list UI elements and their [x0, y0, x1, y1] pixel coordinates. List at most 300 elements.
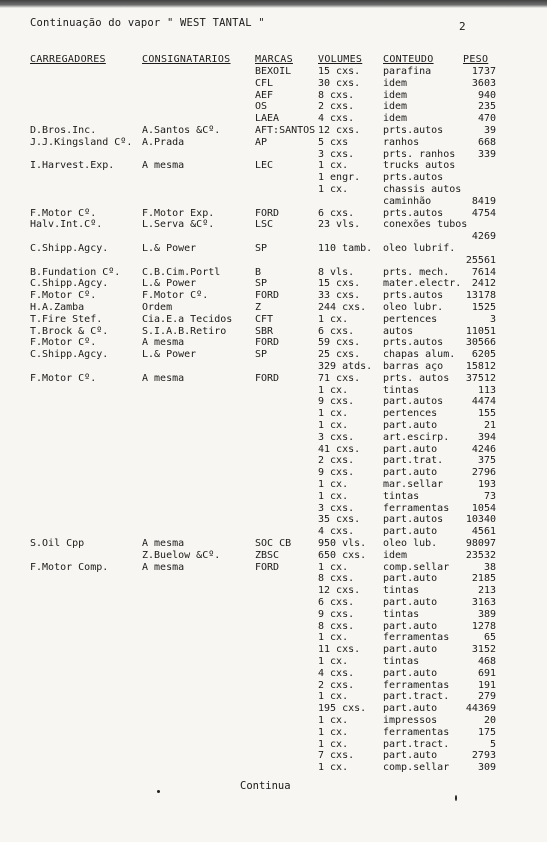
cell-volumes: 1 cx. [318, 184, 349, 195]
cell-peso: 113 [477, 384, 496, 396]
cell-conteudo: barras aço [383, 361, 444, 372]
cell-consignatarios: A mesma [142, 372, 185, 384]
table-row [0, 585, 547, 597]
table-row [0, 703, 547, 715]
cell-carregadores: F.Motor Cº. [30, 290, 97, 302]
cell-volumes: 110 tamb. [318, 243, 373, 254]
cell-volumes: 1 cx. [318, 738, 349, 750]
cell-conteudo: idem [383, 77, 408, 89]
cell-peso: 25561 [465, 254, 496, 266]
cell-consignatarios: A mesma [142, 160, 185, 172]
cell-volumes: 11 cxs. [318, 644, 361, 656]
table-row [0, 243, 547, 255]
cell-marcas: FORD [255, 337, 280, 349]
table-row [0, 656, 547, 668]
cell-marcas: AEF [255, 89, 274, 101]
cell-marcas: B [255, 266, 262, 278]
column-header-marcas: MARCAS [255, 54, 293, 65]
cell-peso: 38 [483, 561, 496, 573]
cell-conteudo: oleo lubr. [383, 302, 444, 313]
cell-volumes: 4 cxs. [318, 113, 355, 125]
cell-conteudo: part.auto [383, 644, 438, 656]
cell-peso: 309 [477, 762, 496, 774]
cell-volumes: 15 cxs. [318, 66, 361, 77]
cell-marcas: ZBSC [255, 549, 280, 561]
cell-volumes: 1 cx. [318, 726, 349, 738]
cell-carregadores: H.A.Zamba [30, 302, 85, 313]
table-row [0, 302, 547, 314]
cell-volumes: 1 cx. [318, 408, 349, 420]
table-row [0, 113, 547, 125]
table-row [0, 644, 547, 656]
cell-peso: 98097 [465, 538, 496, 549]
cell-conteudo: ferramentas [383, 679, 450, 691]
cell-conteudo: idem [383, 549, 408, 561]
cell-conteudo: trucks autos [383, 160, 456, 172]
cell-conteudo: part.auto [383, 750, 438, 762]
table-row [0, 385, 547, 397]
table-row [0, 66, 547, 78]
cell-marcas: SBR [255, 325, 274, 337]
cell-marcas: OS [255, 101, 268, 113]
cell-conteudo: tintas [383, 585, 420, 597]
table-row [0, 444, 547, 456]
cell-volumes: 1 cx. [318, 384, 349, 396]
cell-carregadores: F.Motor Cº. [30, 207, 97, 219]
cell-peso: 4561 [471, 526, 496, 538]
cell-volumes: 1 cx. [318, 420, 349, 431]
cell-conteudo: pertences [383, 408, 438, 420]
cell-peso: 468 [477, 656, 496, 667]
cell-volumes: 2 cxs. [318, 455, 355, 467]
cell-volumes: 1 engr. [318, 172, 361, 184]
scan-edge-shadow [0, 0, 547, 8]
cell-marcas: LEC [255, 160, 274, 172]
cell-consignatarios: A mesma [142, 538, 185, 549]
table-row [0, 739, 547, 751]
cell-peso: 8419 [471, 195, 496, 207]
scan-speck [455, 795, 457, 801]
cell-consignatarios: L.& Power [142, 278, 197, 290]
column-header-peso: PESO [463, 54, 489, 65]
cell-carregadores: C.Shipp.Agcy. [30, 243, 109, 254]
column-header-consignatarios: CONSIGNATARIOS [142, 54, 231, 65]
table-row [0, 680, 547, 692]
cell-volumes: 7 cxs. [318, 750, 355, 762]
cell-peso: 235 [477, 101, 496, 113]
cell-peso: 44369 [465, 703, 496, 715]
cell-volumes: 1 cx. [318, 561, 349, 573]
table-row [0, 219, 547, 231]
table-row [0, 479, 547, 491]
cell-consignatarios: L.& Power [142, 243, 197, 254]
cell-conteudo: chapas alum. [383, 349, 456, 361]
cell-peso: 3152 [471, 644, 496, 656]
cell-volumes: 8 cxs. [318, 573, 355, 585]
cell-conteudo: ferramentas [383, 502, 450, 514]
cell-consignatarios: L.& Power [142, 349, 197, 361]
cell-conteudo: part.auto [383, 467, 438, 479]
cell-conteudo: chassis autos [383, 184, 462, 195]
cell-consignatarios: A mesma [142, 337, 185, 349]
table-row [0, 90, 547, 102]
cell-consignatarios: Ordem [142, 302, 173, 313]
cell-carregadores: T.Fire Stef. [30, 313, 103, 325]
cell-volumes: 329 atds. [318, 361, 373, 372]
cell-conteudo: idem [383, 113, 408, 125]
cell-marcas: LSC [255, 219, 274, 231]
cell-consignatarios: F.Motor Exp. [142, 207, 215, 219]
table-row [0, 184, 547, 196]
cell-volumes: 9 cxs. [318, 396, 355, 408]
cell-conteudo: prts.autos [383, 207, 444, 219]
cell-peso: 15812 [465, 361, 496, 372]
table-row [0, 467, 547, 479]
cell-peso: 339 [477, 148, 496, 160]
cell-volumes: 23 vls. [318, 219, 361, 231]
table-row [0, 361, 547, 373]
cell-conteudo: part.auto [383, 667, 438, 679]
cell-carregadores: D.Bros.Inc. [30, 125, 97, 136]
cell-volumes: 195 cxs. [318, 703, 367, 715]
cell-peso: 1737 [471, 66, 496, 77]
cell-conteudo: idem [383, 89, 408, 101]
cell-peso: 3603 [471, 77, 496, 89]
cell-conteudo: ferramentas [383, 726, 450, 738]
cell-carregadores: S.Oil Cpp [30, 538, 85, 549]
table-row [0, 514, 547, 526]
cell-marcas: FORD [255, 290, 280, 302]
cell-conteudo: ranhos [383, 136, 420, 148]
table-row [0, 78, 547, 90]
cell-conteudo: part.trat. [383, 455, 444, 467]
cell-conteudo: prts.autos [383, 172, 444, 184]
cell-volumes: 3 cxs. [318, 431, 355, 443]
cell-peso: 668 [477, 136, 496, 148]
table-row [0, 526, 547, 538]
table-row [0, 455, 547, 467]
cell-volumes: 5 cxs [318, 136, 349, 148]
cell-consignatarios: A mesma [142, 561, 185, 573]
cell-marcas: SP [255, 278, 268, 290]
table-row [0, 396, 547, 408]
cell-conteudo: idem [383, 101, 408, 113]
cell-conteudo: prts.autos [383, 125, 444, 136]
cell-volumes: 1 cx. [318, 160, 349, 172]
cell-marcas: FORD [255, 207, 280, 219]
table-row [0, 668, 547, 680]
cell-marcas: CFT [255, 313, 274, 325]
cell-consignatarios: F.Motor Cº. [142, 290, 209, 302]
cell-peso: 5 [489, 738, 496, 750]
document-header-title: Continuação do vapor " WEST TANTAL " [30, 17, 265, 29]
cell-peso: 4754 [471, 207, 496, 219]
cell-conteudo: prts.autos [383, 290, 444, 302]
cell-volumes: 8 cxs. [318, 89, 355, 101]
table-row [0, 432, 547, 444]
cell-conteudo: part.auto [383, 420, 438, 431]
cell-marcas: AP [255, 136, 268, 148]
cell-volumes: 9 cxs. [318, 467, 355, 479]
cell-carregadores: C.Shipp.Agcy. [30, 349, 109, 361]
cell-conteudo: part.auto [383, 597, 438, 608]
cell-marcas: FORD [255, 372, 280, 384]
cell-marcas: FORD [255, 561, 280, 573]
table-row [0, 255, 547, 267]
cell-volumes: 4 cxs. [318, 526, 355, 538]
cell-conteudo: tintas [383, 384, 420, 396]
cell-conteudo: part.auto [383, 573, 438, 585]
cell-conteudo: pertences [383, 313, 438, 325]
cell-peso: 375 [477, 455, 496, 467]
table-row [0, 125, 547, 137]
cell-peso: 175 [477, 726, 496, 738]
cell-peso: 3163 [471, 597, 496, 608]
cell-conteudo: tintas [383, 490, 420, 502]
cell-volumes: 71 cxs. [318, 372, 361, 384]
cell-volumes: 244 cxs. [318, 302, 367, 313]
cell-volumes: 1 cx. [318, 656, 349, 667]
cell-conteudo: comp.sellar [383, 561, 450, 573]
cell-volumes: 650 cxs. [318, 549, 367, 561]
cell-peso: 13178 [465, 290, 496, 302]
cell-conteudo: caminhão [383, 195, 432, 207]
cell-conteudo: prts. ranhos [383, 148, 456, 160]
cell-conteudo: tintas [383, 656, 420, 667]
cell-conteudo: part.autos [383, 396, 444, 408]
cell-carregadores: Halv.Int.Cº. [30, 219, 103, 231]
cell-peso: 279 [477, 691, 496, 703]
cell-peso: 4474 [471, 396, 496, 408]
cell-peso: 2412 [471, 278, 496, 290]
cell-volumes: 30 cxs. [318, 77, 361, 89]
table-row [0, 137, 547, 149]
cell-conteudo: part.autos [383, 514, 444, 526]
cell-marcas: CFL [255, 77, 274, 89]
table-row [0, 715, 547, 727]
table-row [0, 632, 547, 644]
cell-consignatarios: L.Serva &Cº. [142, 219, 215, 231]
cell-peso: 394 [477, 431, 496, 443]
table-row [0, 231, 547, 243]
cell-consignatarios: C.B.Cim.Portl [142, 266, 221, 278]
cell-volumes: 950 vls. [318, 538, 367, 549]
table-row [0, 420, 547, 432]
table-row [0, 562, 547, 574]
cell-marcas: SP [255, 349, 268, 361]
cell-conteudo: autos [383, 325, 414, 337]
cell-volumes: 1 cx. [318, 715, 349, 726]
cell-consignatarios: S.I.A.B.Retiro [142, 325, 227, 337]
cell-volumes: 1 cx. [318, 313, 349, 325]
table-row [0, 149, 547, 161]
table-row [0, 337, 547, 349]
cell-conteudo: ferramentas [383, 632, 450, 644]
cell-conteudo: mar.sellar [383, 479, 444, 490]
table-row [0, 550, 547, 562]
cell-consignatarios: A.Prada [142, 136, 185, 148]
cell-peso: 470 [477, 113, 496, 125]
cell-volumes: 1 cx. [318, 691, 349, 703]
cell-marcas: AFT:SANTOS [255, 125, 316, 136]
cell-volumes: 2 cxs. [318, 679, 355, 691]
cell-peso: 65 [483, 632, 496, 644]
table-row [0, 373, 547, 385]
table-row [0, 503, 547, 515]
cell-volumes: 1 cx. [318, 490, 349, 502]
cell-conteudo: conexões tubos [383, 219, 468, 231]
cell-marcas: SP [255, 243, 268, 254]
cell-volumes: 8 cxs. [318, 620, 355, 632]
cell-peso: 2793 [471, 750, 496, 762]
table-row [0, 314, 547, 326]
cell-peso: 155 [477, 408, 496, 420]
cell-volumes: 3 cxs. [318, 502, 355, 514]
cell-peso: 4269 [471, 231, 496, 243]
cell-volumes: 4 cxs. [318, 667, 355, 679]
table-row [0, 172, 547, 184]
table-row [0, 349, 547, 361]
cell-conteudo: part.tract. [383, 691, 450, 703]
cell-peso: 37512 [465, 372, 496, 384]
cell-conteudo: tintas [383, 608, 420, 620]
cell-peso: 73 [483, 490, 496, 502]
table-row [0, 278, 547, 290]
cell-volumes: 6 cxs. [318, 325, 355, 337]
cell-peso: 10340 [465, 514, 496, 526]
column-header-carregadores: CARREGADORES [30, 54, 106, 65]
cell-marcas: SOC CB [255, 538, 292, 549]
table-row [0, 208, 547, 220]
cell-conteudo: mater.electr. [383, 278, 462, 290]
cell-consignatarios: Cia.E.a Tecidos [142, 313, 233, 325]
cell-carregadores: F.Motor Cº. [30, 337, 97, 349]
cell-volumes: 1 cx. [318, 479, 349, 490]
cell-consignatarios: A.Santos &Cº. [142, 125, 221, 136]
cell-conteudo: part.auto [383, 526, 438, 538]
cell-carregadores: T.Brock & Cº. [30, 325, 109, 337]
table-row [0, 750, 547, 762]
cell-volumes: 6 cxs. [318, 207, 355, 219]
cell-conteudo: part.tract. [383, 738, 450, 750]
cell-carregadores: B.Fundation Cº. [30, 266, 121, 278]
table-row [0, 691, 547, 703]
column-header-volumes: VOLUMES [318, 54, 363, 65]
page-number: 2 [459, 20, 466, 33]
cell-volumes: 12 cxs. [318, 125, 361, 136]
cell-volumes: 35 cxs. [318, 514, 361, 526]
table-row [0, 762, 547, 774]
cell-peso: 1525 [471, 302, 496, 313]
cell-conteudo: impressos [383, 715, 438, 726]
cell-conteudo: oleo lubrif. [383, 243, 456, 254]
cell-peso: 39 [483, 125, 496, 136]
cell-conteudo: comp.sellar [383, 762, 450, 774]
cell-peso: 4246 [471, 443, 496, 455]
cell-conteudo: prts. mech. [383, 266, 450, 278]
cell-conteudo: part.auto [383, 620, 438, 632]
table-row [0, 160, 547, 172]
cell-carregadores: F.Motor Cº. [30, 372, 97, 384]
cell-conteudo: part.auto [383, 443, 438, 455]
cell-marcas: BEXOIL [255, 66, 292, 77]
cell-peso: 213 [477, 585, 496, 597]
cell-conteudo: prts.autos [383, 337, 444, 349]
cell-volumes: 59 cxs. [318, 337, 361, 349]
cell-peso: 389 [477, 608, 496, 620]
cell-carregadores: C.Shipp.Agcy. [30, 278, 109, 290]
table-row [0, 491, 547, 503]
table-row [0, 408, 547, 420]
cell-volumes: 6 cxs. [318, 597, 355, 608]
continua-footer: Continua [240, 780, 291, 792]
cell-consignatarios: Z.Buelow &Cº. [142, 549, 221, 561]
table-row [0, 538, 547, 550]
cell-peso: 21 [483, 420, 496, 431]
cell-conteudo: art.escirp. [383, 431, 450, 443]
cell-volumes: 41 cxs. [318, 443, 361, 455]
table-row [0, 326, 547, 338]
cell-peso: 191 [477, 679, 496, 691]
cell-peso: 20 [483, 715, 496, 726]
cell-peso: 193 [477, 479, 496, 490]
cell-volumes: 25 cxs. [318, 349, 361, 361]
cell-peso: 2185 [471, 573, 496, 585]
cell-peso: 1054 [471, 502, 496, 514]
cell-marcas: LAEA [255, 113, 280, 125]
cell-volumes: 12 cxs. [318, 585, 361, 597]
cell-conteudo: parafina [383, 66, 432, 77]
cell-peso: 7614 [471, 266, 496, 278]
table-row [0, 290, 547, 302]
table-row [0, 267, 547, 279]
cell-peso: 1278 [471, 620, 496, 632]
cell-conteudo: oleo lub. [383, 538, 438, 549]
cell-volumes: 3 cxs. [318, 148, 355, 160]
table-row [0, 597, 547, 609]
cell-volumes: 15 cxs. [318, 278, 361, 290]
cell-volumes: 9 cxs. [318, 608, 355, 620]
cell-volumes: 2 cxs. [318, 101, 355, 113]
table-row [0, 727, 547, 739]
cell-carregadores: J.J.Kingsland Cº. [30, 136, 133, 148]
cell-volumes: 1 cx. [318, 632, 349, 644]
table-row [0, 101, 547, 113]
cell-volumes: 33 cxs. [318, 290, 361, 302]
cell-peso: 2796 [471, 467, 496, 479]
cell-peso: 23532 [465, 549, 496, 561]
scan-speck [157, 790, 160, 793]
cell-peso: 691 [477, 667, 496, 679]
cell-peso: 6205 [471, 349, 496, 361]
cell-carregadores: F.Motor Comp. [30, 561, 109, 573]
cell-peso: 940 [477, 89, 496, 101]
cell-conteudo: part.auto [383, 703, 438, 715]
table-row [0, 573, 547, 585]
cell-carregadores: I.Harvest.Exp. [30, 160, 115, 172]
table-row [0, 621, 547, 633]
cell-peso: 30566 [465, 337, 496, 349]
table-row [0, 609, 547, 621]
cell-volumes: 8 vls. [318, 266, 355, 278]
cell-conteudo: prts. autos [383, 372, 450, 384]
column-header-conteudo: CONTEUDO [383, 54, 434, 65]
table-row [0, 196, 547, 208]
cell-peso: 11051 [465, 325, 496, 337]
cell-marcas: Z [255, 302, 262, 313]
cell-peso: 3 [489, 313, 496, 325]
cell-volumes: 1 cx. [318, 762, 349, 774]
